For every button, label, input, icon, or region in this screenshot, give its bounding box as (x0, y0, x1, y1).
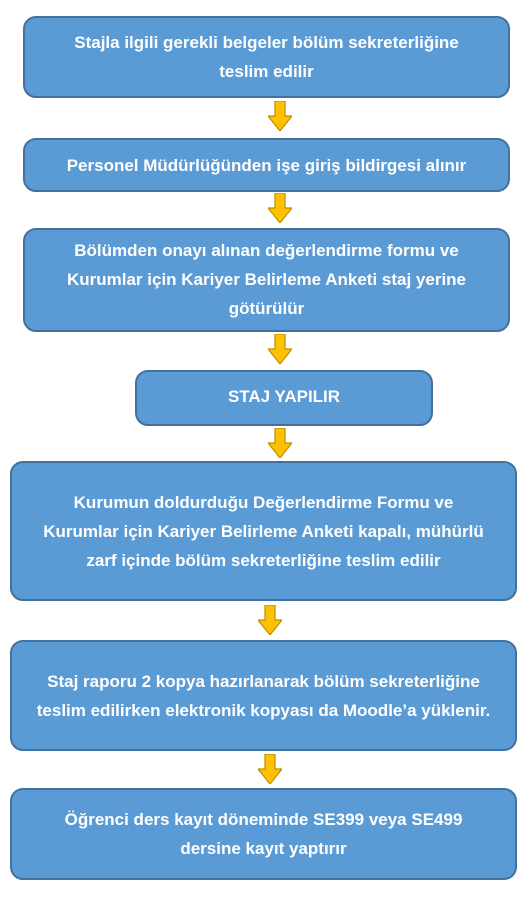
step-2-box (23, 138, 510, 192)
step-6-box (10, 640, 517, 751)
arrow-6-icon (258, 754, 282, 784)
arrow-2-icon (268, 193, 292, 223)
step-4-text: STAJ YAPILIR (227, 386, 341, 406)
step-7-text: Öğrenci ders kayıt döneminde SE399 veya SE499 dersine kayıt yaptırır (64, 810, 463, 858)
step-7-box (10, 788, 517, 880)
step-2-text: Personel Müdürlüğünden işe giriş bildirgesi alınır (66, 155, 467, 175)
step-3-text: Bölümden onayı alınan değerlendirme formu ve Kurumlar için Kariyer Belirleme Anketi staj yerine götürülür (66, 241, 467, 318)
arrow-3-icon (268, 334, 292, 364)
step-6-text: Staj raporu 2 kopya hazırlanarak bölüm sekreterliğine teslim edilirken elektronik kopyası da Moodle’a yüklenir. (36, 671, 491, 720)
step-4-box (135, 370, 433, 426)
step-5-text: Kurumun doldurduğu Değerlendirme Formu ve Kurumlar için Kariyer Belirleme Anketi kapalı, mühürlü zarf içinde bölüm sekreterliğine teslim edilir (43, 492, 484, 570)
arrow-4-icon (268, 428, 292, 458)
arrow-1-icon (268, 101, 292, 131)
step-1-text: Stajla ilgili gerekli belgeler bölüm sekreterliğine teslim edilir (74, 33, 459, 81)
step-3-box (23, 228, 510, 332)
step-1-box (23, 16, 510, 98)
step-5-box (10, 461, 517, 601)
arrow-5-icon (258, 605, 282, 635)
